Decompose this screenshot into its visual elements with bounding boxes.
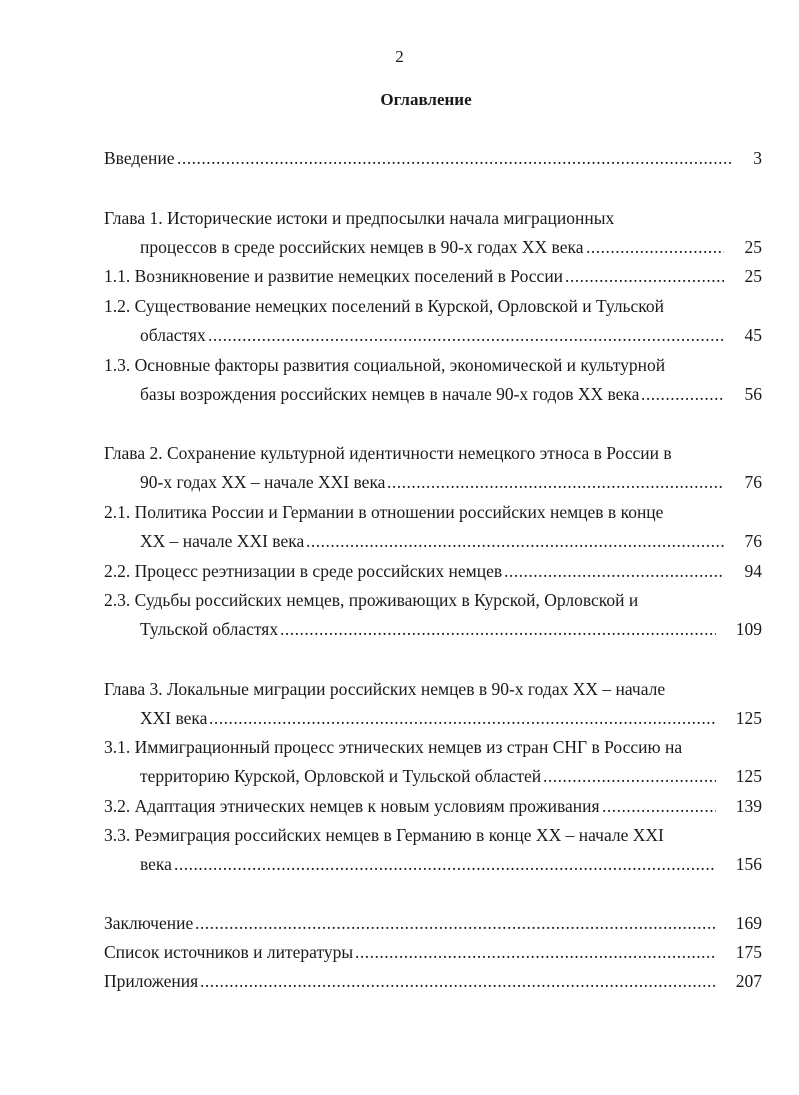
toc-entry-text: базы возрождения российских немцев в начале 90-х годов XX века — [140, 384, 640, 404]
toc-entry-text: 1.3. Основные факторы развития социальной, экономической и культурной — [104, 355, 666, 375]
dot-leader — [209, 706, 716, 730]
dot-leader — [306, 529, 724, 553]
toc-page-number: 109 — [735, 619, 762, 639]
toc-page-number: 94 — [744, 561, 762, 581]
toc-entry-text: Введение — [104, 148, 175, 168]
toc-page-number: 125 — [735, 708, 762, 728]
toc-line — [104, 911, 776, 935]
toc-page-number: 76 — [744, 472, 762, 492]
dot-leader — [280, 617, 716, 641]
toc-page-number: 207 — [735, 971, 762, 991]
dot-leader — [195, 911, 716, 935]
dot-leader — [586, 235, 724, 259]
toc-entry-text: Тульской областях — [140, 619, 279, 639]
toc-entry-text: века — [140, 854, 172, 874]
page-number: 2 — [395, 47, 404, 66]
toc-line — [104, 206, 776, 230]
toc-entry-text: территорию Курской, Орловской и Тульской областей — [140, 766, 542, 786]
toc-line — [104, 764, 776, 788]
toc-line — [104, 500, 776, 524]
toc-entry-text: Заключение — [104, 913, 194, 933]
toc-line — [104, 559, 776, 583]
toc-line — [104, 294, 776, 318]
toc-line — [104, 323, 776, 347]
toc-entry-text: XX – начале XXI века — [140, 531, 305, 551]
toc-entry-text: XXI века — [140, 708, 208, 728]
toc-line — [104, 235, 776, 259]
dot-leader — [641, 382, 724, 406]
toc-page-number: 76 — [744, 531, 762, 551]
toc-page-number: 25 — [744, 266, 762, 286]
toc-line — [104, 794, 776, 818]
toc-entry-text: 2.1. Политика России и Германии в отношении российских немцев в конце — [104, 502, 664, 522]
dot-leader — [504, 559, 724, 583]
toc-entry-text: Глава 1. Исторические истоки и предпосылки начала миграционных — [104, 208, 615, 228]
dot-leader — [387, 470, 724, 494]
dot-leader — [355, 940, 716, 964]
toc-line — [104, 735, 776, 759]
dot-leader — [602, 794, 716, 818]
toc-line — [104, 852, 776, 876]
toc-line — [104, 706, 776, 730]
dot-leader — [565, 264, 724, 288]
toc-entry-text: 90-х годах XX – начале XXI века — [140, 472, 386, 492]
toc-page-number: 139 — [735, 796, 762, 816]
toc-page-number: 175 — [735, 942, 762, 962]
toc-line — [104, 470, 776, 494]
toc-page-number: 169 — [735, 913, 762, 933]
toc-title: Оглавление — [380, 90, 472, 109]
dot-leader — [177, 146, 733, 170]
toc-page-number: 45 — [744, 325, 762, 345]
toc-line — [104, 264, 776, 288]
toc-line — [104, 823, 776, 847]
toc-entry-text: 3.2. Адаптация этнических немцев к новым условиям проживания — [104, 796, 600, 816]
toc-entry-text: 3.3. Реэмиграция российских немцев в Германию в конце XX – начале XXI — [104, 825, 664, 845]
toc-page-number: 56 — [744, 384, 762, 404]
toc-line — [104, 677, 776, 701]
toc-entry-text: 3.1. Иммиграционный процесс этнических немцев из стран СНГ в Россию на — [104, 737, 683, 757]
dot-leader — [174, 852, 716, 876]
dot-leader — [208, 323, 724, 347]
toc-page-number: 3 — [753, 148, 762, 168]
toc-entry-text: 2.3. Судьбы российских немцев, проживающих в Курской, Орловской и — [104, 590, 639, 610]
toc-line — [104, 529, 776, 553]
toc-entry-text: Приложения — [104, 971, 199, 991]
dot-leader — [543, 764, 716, 788]
toc-page-number: 25 — [744, 237, 762, 257]
toc-entry-text: областях — [140, 325, 206, 345]
toc-entry-text: 1.2. Существование немецких поселений в Курской, Орловской и Тульской — [104, 296, 665, 316]
toc-entry-text: Глава 3. Локальные миграции российских немцев в 90-х годах XX – начале — [104, 679, 666, 699]
toc-line — [104, 353, 776, 377]
dot-leader — [200, 969, 716, 993]
toc-page-number: 125 — [735, 766, 762, 786]
toc-line — [104, 617, 776, 641]
toc-line — [104, 940, 776, 964]
toc-page-number: 156 — [735, 854, 762, 874]
toc-entry-text: процессов в среде российских немцев в 90-х годах XX века — [140, 237, 584, 257]
toc-line — [104, 382, 776, 406]
toc-line — [104, 588, 776, 612]
toc-entry-text: 1.1. Возникновение и развитие немецких поселений в России — [104, 266, 564, 286]
toc-line — [104, 146, 776, 170]
toc-entry-text: 2.2. Процесс реэтнизации в среде российских немцев — [104, 561, 503, 581]
toc-entry-text: Список источников и литературы — [104, 942, 354, 962]
toc-line — [104, 441, 776, 465]
toc-entry-text: Глава 2. Сохранение культурной идентичности немецкого этноса в России в — [104, 443, 672, 463]
toc-line — [104, 969, 776, 993]
